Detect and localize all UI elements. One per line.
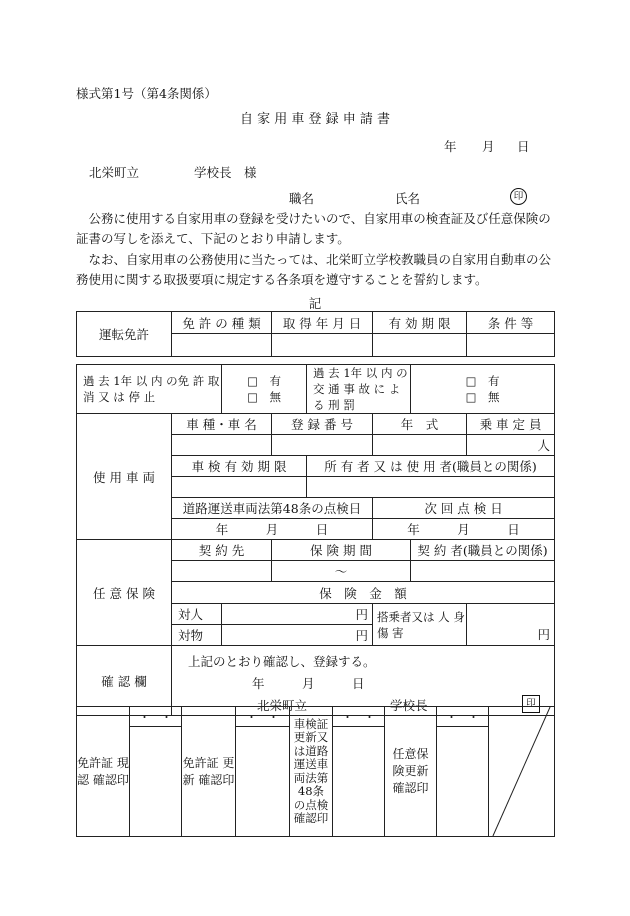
accident-options[interactable]	[411, 365, 555, 414]
license-check-date[interactable]: ・ ・	[130, 707, 182, 727]
license-check-label: 免許証 現 認 確認印	[77, 707, 130, 837]
registration-number-field[interactable]	[272, 435, 373, 456]
check-date-field[interactable]: 年 月 日	[172, 519, 373, 540]
date-year: 年	[444, 139, 457, 154]
check-date-header: 道路運送車両法第48条の点検日	[172, 498, 373, 519]
confirmation-section-label: 確 認 欄	[77, 646, 172, 716]
insurance-renew-label: 任意保 険更新 確認印	[385, 707, 437, 837]
inspection-expiry-header: 車 検 有 効 期 限	[172, 456, 307, 477]
yes-checkbox[interactable]: □ 有	[247, 374, 281, 388]
yes-checkbox[interactable]: □ 有	[465, 374, 500, 388]
license-type-field[interactable]	[172, 334, 272, 357]
stamp-table	[76, 706, 555, 837]
confirmation-box	[172, 646, 555, 716]
page-title: 自 家 用 車 登 録 申 請 書	[239, 112, 391, 127]
license-expiry-header: 有 効 期 限	[373, 312, 467, 334]
capacity-header: 乗 車 定 員	[467, 414, 555, 435]
owner-header: 所 有 者 又 は 使 用 者(職員との関係)	[307, 456, 555, 477]
model-year-header: 年 式	[373, 414, 467, 435]
license-check-stamp[interactable]	[130, 727, 182, 837]
insurer-header: 契 約 先	[172, 540, 272, 561]
position-label: 職名	[289, 191, 315, 206]
insurance-renew-date[interactable]: ・ ・	[437, 707, 489, 727]
name-label: 氏名	[395, 191, 421, 206]
no-checkbox[interactable]: □ 無	[247, 390, 281, 404]
owner-field[interactable]	[307, 477, 555, 498]
policyholder-field[interactable]	[411, 561, 555, 582]
confirmation-date: 年 月 日	[252, 676, 365, 691]
confirmation-town: 北栄町立	[257, 698, 308, 713]
capacity-field[interactable]	[467, 435, 555, 456]
inspection-label: 車検証更新又は道路運送車両法第48条の点検確認印	[290, 707, 333, 837]
license-type-header: 免 許 の 種 類	[172, 312, 272, 334]
license-acquired-header: 取 得 年 月 日	[272, 312, 373, 334]
registration-number-header: 登 録 番 号	[272, 414, 373, 435]
insurance-period-header: 保 険 期 間	[272, 540, 411, 561]
accident-label: 過 去 1年 以 内 の 交 通 事 故 に よ る 刑 罰	[307, 365, 411, 414]
vehicle-section-label: 使 用 車 両	[77, 414, 172, 540]
license-renew-stamp[interactable]	[236, 727, 290, 837]
person-unit: 人	[537, 438, 551, 453]
license-expiry-field[interactable]	[373, 334, 467, 357]
applicant-seal	[510, 187, 527, 205]
license-renew-label: 免許証 更 新 確認印	[182, 707, 236, 837]
blank-diagonal-cell	[489, 707, 555, 837]
property-damage-field[interactable]	[222, 625, 373, 646]
passenger-label: 搭乗者又は 人 身 傷 害	[373, 604, 467, 646]
inspection-stamp[interactable]	[333, 727, 385, 837]
next-check-header: 次 回 点 検 日	[373, 498, 555, 519]
car-model-field[interactable]	[172, 435, 272, 456]
ki-heading: 記	[308, 296, 322, 311]
body-paragraph-1: 公務に使用する自家用車の登録を受けたいので、自家用車の検査証及び任意保険の証書の写しを添えて、下記のとおり申請します。	[76, 211, 551, 246]
addressee-head: 学校長 様	[194, 165, 257, 180]
personal-liability-field[interactable]	[222, 604, 373, 625]
license-section-label: 運転免許	[77, 312, 172, 357]
date-month: 月	[482, 139, 495, 154]
car-model-header: 車 種・車 名	[172, 414, 272, 435]
policyholder-header: 契 約 者(職員との関係)	[411, 540, 555, 561]
next-check-field[interactable]: 年 月 日	[373, 519, 555, 540]
yen-unit: 円	[537, 627, 551, 642]
license-conditions-field[interactable]	[467, 334, 555, 357]
model-year-field[interactable]	[373, 435, 467, 456]
date-day: 日	[517, 139, 530, 154]
confirmation-head: 学校長	[390, 698, 428, 713]
confirmation-text: 上記のとおり確認し、登録する。	[188, 654, 376, 669]
insured-amount-header: 保 険 金 額	[172, 582, 555, 604]
license-renew-date[interactable]: ・ ・	[236, 707, 290, 727]
yen-unit: 円	[355, 628, 369, 643]
passenger-field[interactable]	[467, 604, 555, 646]
insurance-period-field[interactable]: ～	[272, 561, 411, 582]
seal-mark: 印	[522, 695, 540, 713]
diagonal-line	[489, 707, 554, 836]
no-checkbox[interactable]: □ 無	[465, 390, 500, 404]
yen-unit: 円	[355, 607, 369, 622]
body-paragraph-2: なお、自家用車の公務使用に当たっては、北栄町立学校教職員の自家用自動車の公務使用に関する取扱要項に規定する各条項を遵守することを誓約します。	[76, 252, 552, 287]
inspection-expiry-field[interactable]	[172, 477, 307, 498]
revocation-options[interactable]	[222, 365, 307, 414]
revocation-label: 過 去 1年 以 内 の免 許 取 消 又 は 停 止	[77, 365, 222, 414]
insurance-section-label: 任 意 保 険	[77, 540, 172, 646]
inspection-date[interactable]: ・ ・	[333, 707, 385, 727]
license-acquired-field[interactable]	[272, 334, 373, 357]
spacer	[77, 357, 555, 365]
insurance-renew-stamp[interactable]	[437, 727, 489, 837]
addressee-town: 北栄町立	[89, 165, 140, 180]
registration-table	[76, 311, 555, 716]
personal-liability-label: 対人	[172, 604, 222, 625]
property-damage-label: 対物	[172, 625, 222, 646]
license-conditions-header: 条 件 等	[467, 312, 555, 334]
seal-mark: 印	[510, 188, 527, 205]
insurer-field[interactable]	[172, 561, 272, 582]
form-number: 様式第1号（第4条関係）	[76, 86, 217, 101]
